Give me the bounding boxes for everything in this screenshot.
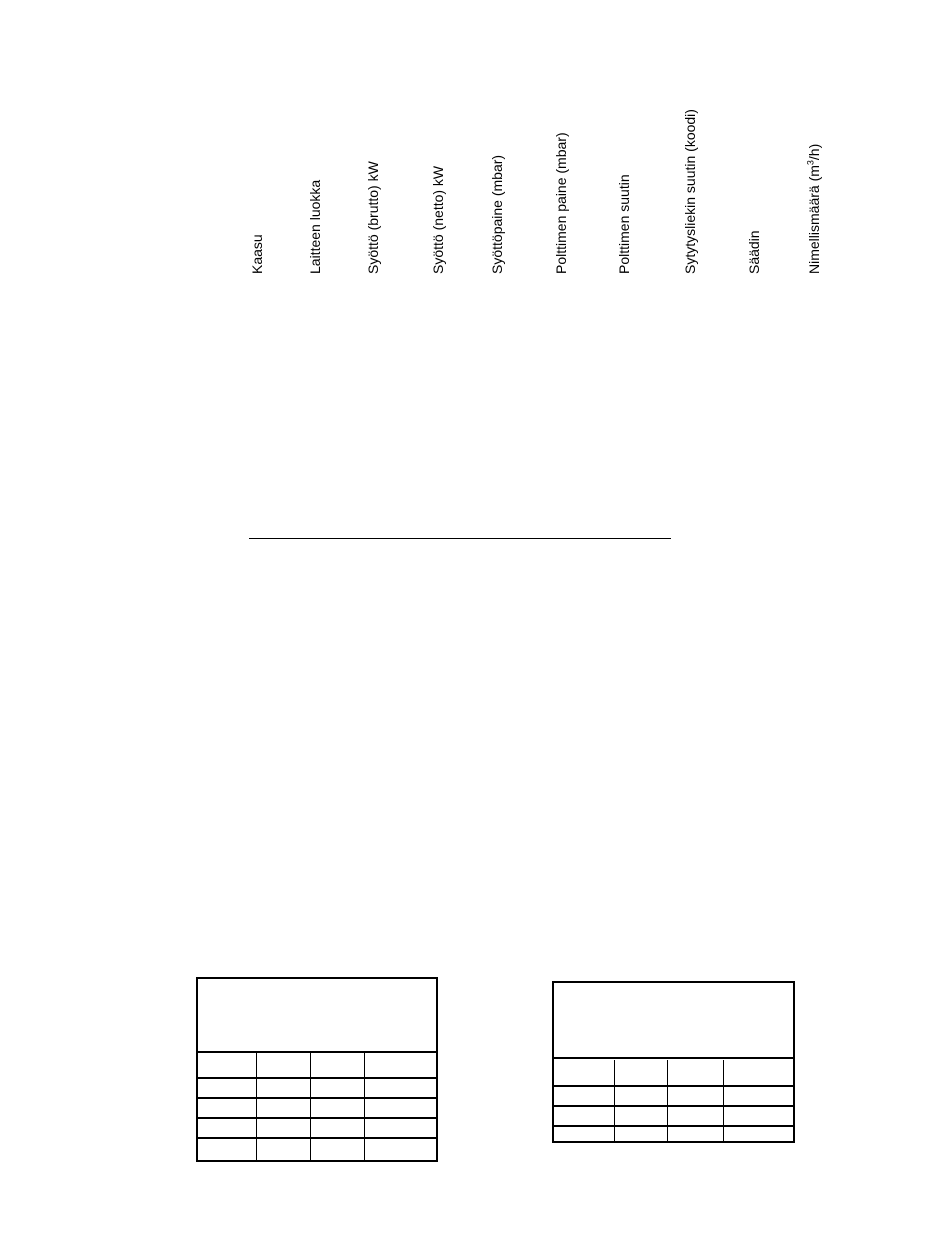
- header-input-net: Syöttö (netto) kW: [430, 165, 446, 274]
- header-regulator: Säädin: [746, 230, 762, 274]
- header-appliance-category: Laitteen luokka: [307, 179, 323, 274]
- table-column-divider: [667, 1060, 668, 1141]
- table-row: [198, 1051, 436, 1053]
- table-row: [198, 1137, 436, 1139]
- header-pilot-injector: Sytytysliekin suutin (koodi): [682, 109, 698, 274]
- header-gas: Kaasu: [249, 234, 265, 274]
- header-supply-pressure: Syöttöpaine (mbar): [489, 154, 505, 274]
- header-input-gross: Syöttö (brutto) kW: [365, 161, 381, 274]
- table-column-divider: [310, 1053, 311, 1160]
- header-nominal-flow: Nimellismäärä $(m^3/h)$: [805, 143, 822, 274]
- data-table-right: [552, 981, 795, 1143]
- data-table-left: [196, 977, 438, 1162]
- table-row: [554, 1125, 793, 1127]
- table-column-divider: [723, 1060, 724, 1141]
- table-row: [198, 1097, 436, 1099]
- header-burner-pressure: Polttimen paine (mbar): [553, 132, 569, 274]
- table-row: [554, 1085, 793, 1087]
- table-row: [198, 1077, 436, 1079]
- divider-line: [249, 538, 671, 539]
- table-row: [554, 1057, 793, 1059]
- table-column-divider: [364, 1053, 365, 1160]
- table-header-cell: [554, 983, 793, 1060]
- table-column-divider: [614, 1060, 615, 1141]
- table-row: [198, 1117, 436, 1119]
- header-burner-injector: Polttimen suutin: [616, 174, 632, 274]
- table-header-cell: [198, 979, 436, 1053]
- table-row: [554, 1105, 793, 1107]
- table-column-divider: [256, 1053, 257, 1160]
